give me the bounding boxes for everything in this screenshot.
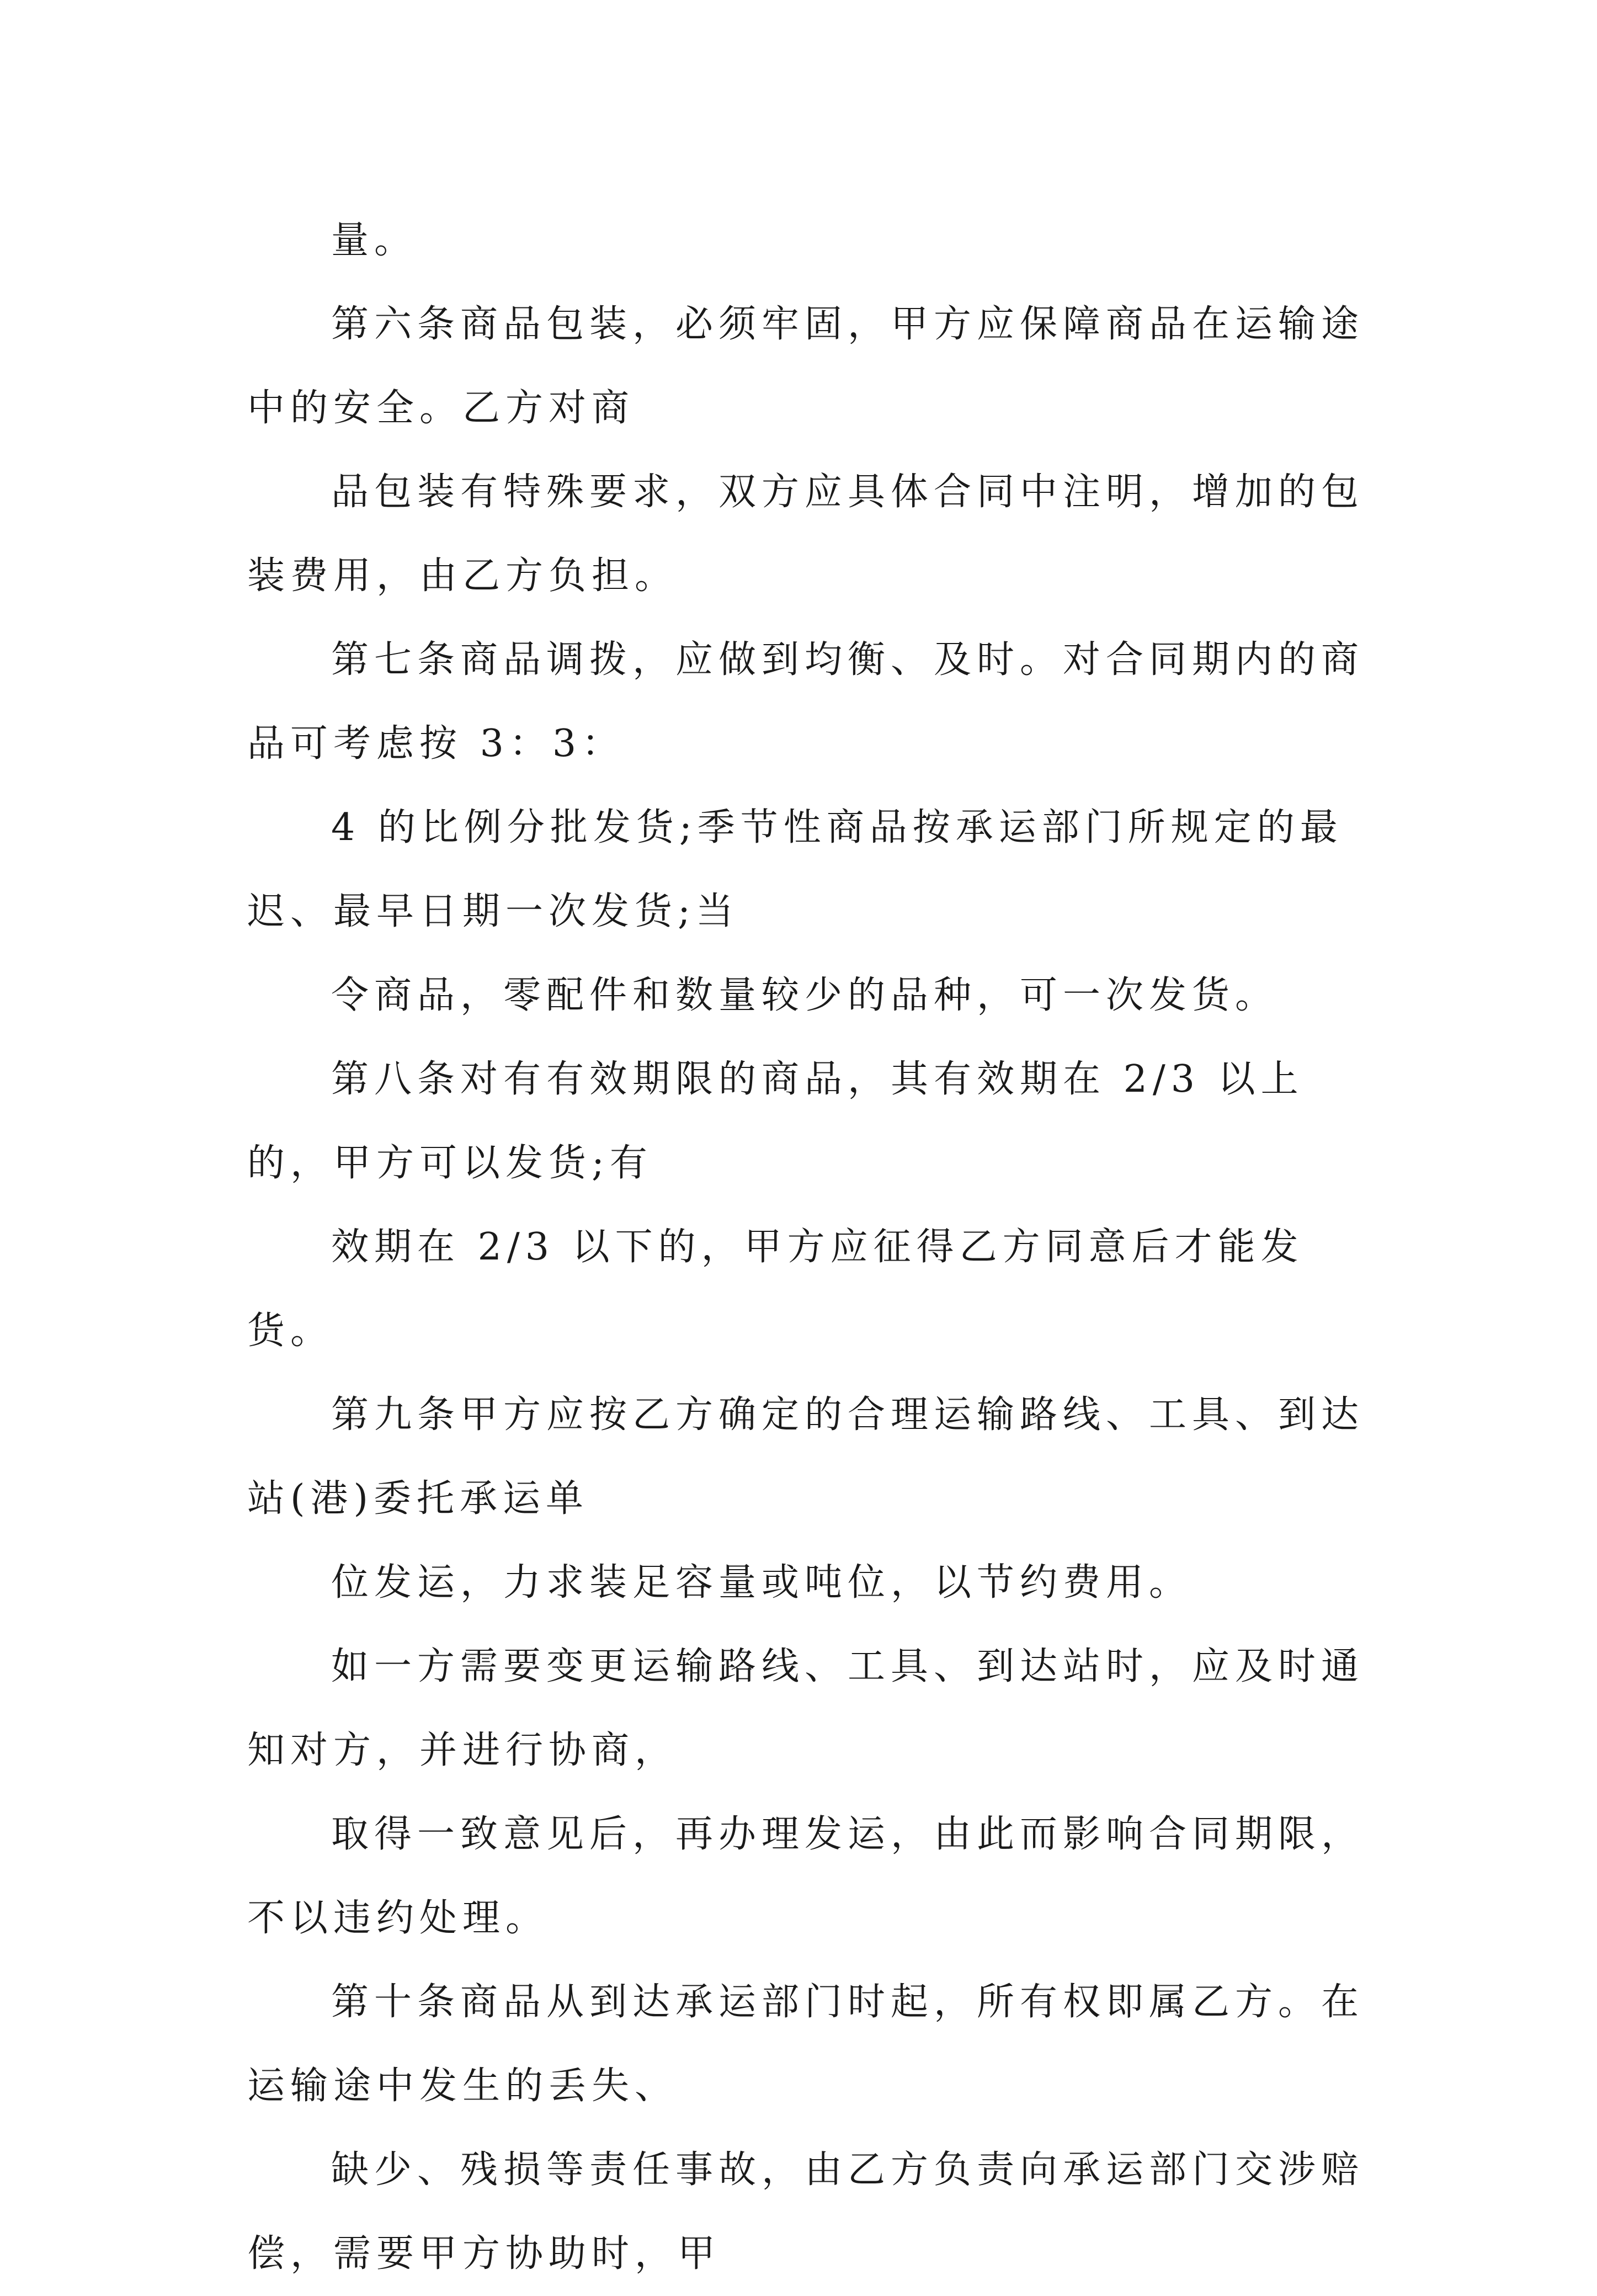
paragraph: 4 的比例分批发货;季节性商品按承运部门所规定的最迟、最早日期一次发货;当	[247, 806, 1343, 933]
paragraph: 第九条甲方应按乙方确定的合理运输路线、工具、到达站(港)委托承运单	[247, 1393, 1365, 1521]
paragraph: 第八条对有有效期限的商品，其有效期在 2/3 以上的，甲方可以发货;有	[247, 1057, 1304, 1185]
paragraph: 第六条商品包装，必须牢固，甲方应保障商品在运输途中的安全。乙方对商	[247, 302, 1365, 430]
paragraph: 量。	[331, 219, 418, 262]
paragraph: 如一方需要变更运输路线、工具、到达站时，应及时通知对方，并进行协商，	[247, 1645, 1365, 1772]
paragraph: 第十条商品从到达承运部门时起，所有权即属乙方。在运输途中发生的丢失、	[247, 1980, 1365, 2108]
paragraph: 效期在 2/3 以下的，甲方应征得乙方同意后才能发货。	[247, 1225, 1304, 1353]
paragraph: 第七条商品调拨，应做到均衡、及时。对合同期内的商品可考虑按 3：3：	[247, 638, 1365, 766]
paragraph: 品包装有特殊要求，双方应具体合同中注明，增加的包装费用，由乙方负担。	[247, 470, 1365, 598]
paragraph: 缺少、残损等责任事故，由乙方负责向承运部门交涉赔偿，需要甲方协助时，甲	[247, 2148, 1365, 2276]
paragraph: 位发运，力求装足容量或吨位，以节约费用。	[331, 1561, 1193, 1604]
paragraph: 取得一致意见后，再办理发运，由此而影响合同期限，不以违约处理。	[247, 1813, 1365, 1940]
document-body	[247, 199, 1367, 2296]
paragraph: 令商品，零配件和数量较少的品种，可一次发货。	[331, 974, 1279, 1017]
